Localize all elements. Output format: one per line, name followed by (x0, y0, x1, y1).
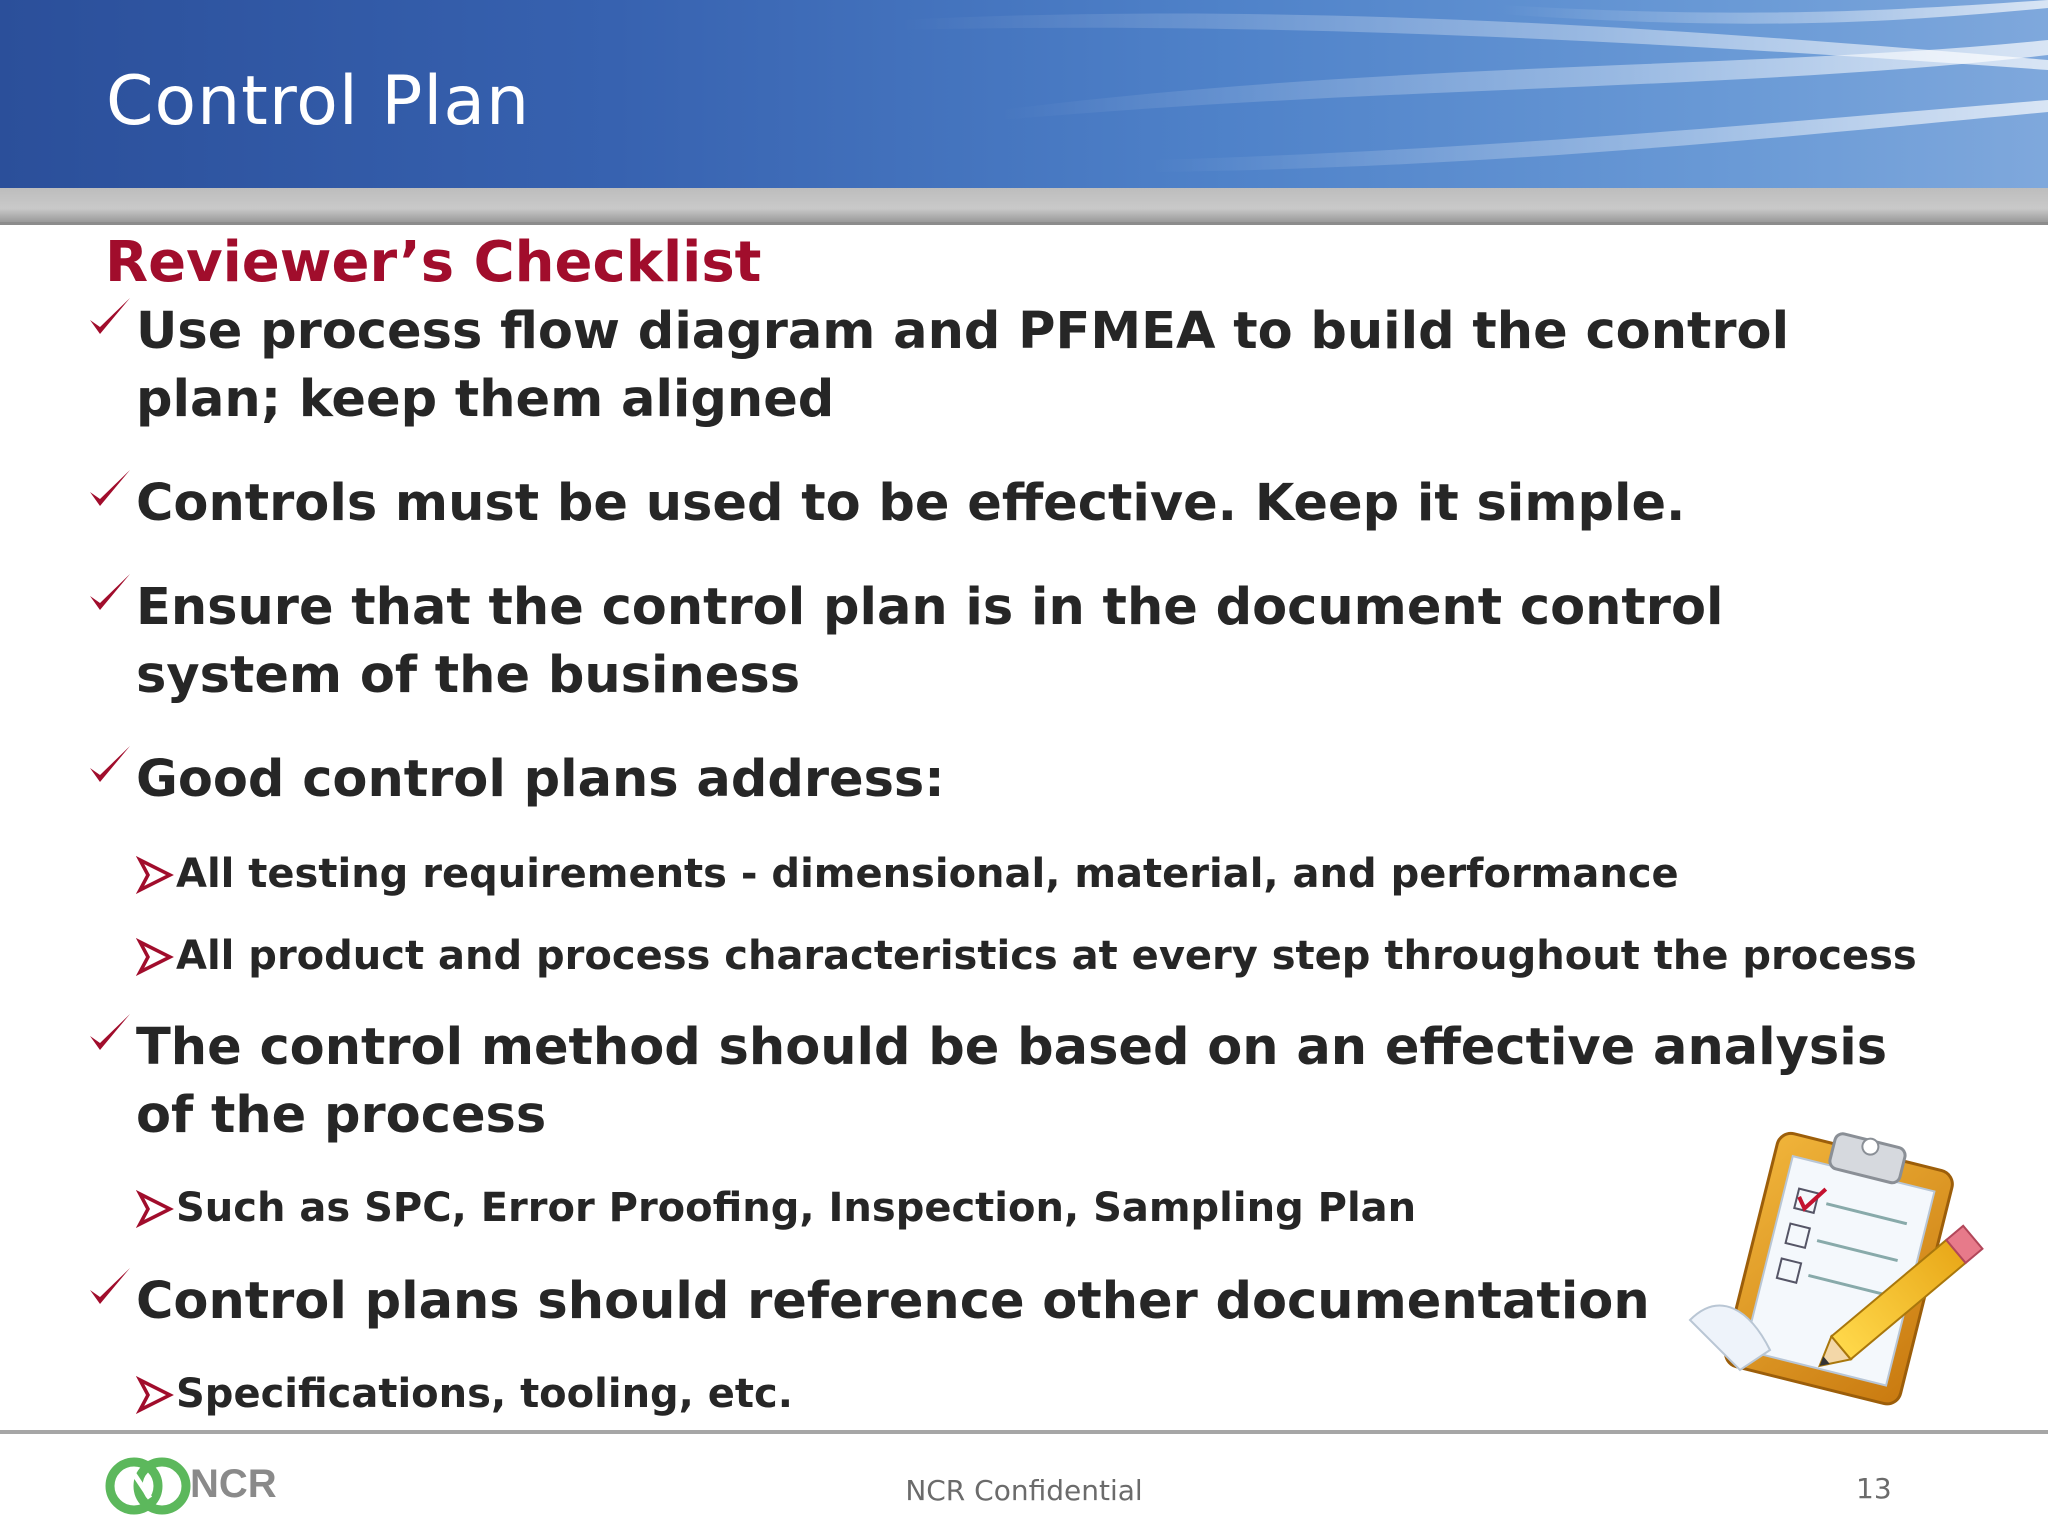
subbullet-text: Specifications, tooling, etc. (176, 1371, 793, 1417)
slide-subtitle: Reviewer’s Checklist (105, 230, 762, 295)
bullet-text: Ensure that the control plan is in the document control system of the business (136, 578, 1724, 705)
bullet-text: Controls must be used to be effective. Keep it simple. (136, 474, 1686, 533)
bullet-text: Good control plans address: (136, 750, 945, 809)
page-number: 13 (1856, 1472, 1892, 1505)
checkmark-icon (86, 1264, 136, 1314)
checkmark-icon (86, 570, 136, 620)
header-divider (0, 188, 2048, 222)
bullet-item (110, 470, 1980, 538)
arrowhead-icon (136, 1376, 174, 1414)
bullet-item (110, 746, 1980, 814)
footer-divider (0, 1430, 2048, 1434)
bullet-text: Control plans should reference other documentation (136, 1272, 1650, 1331)
header-band (0, 0, 2048, 188)
checkmark-icon (86, 742, 136, 792)
subbullet-item (176, 850, 2016, 898)
slide-title: Control Plan (106, 62, 531, 141)
arrowhead-icon (136, 938, 174, 976)
arrowhead-icon (136, 1190, 174, 1228)
subbullet-text: All testing requirements - dimensional, material, and performance (176, 851, 1679, 897)
bullet-item (110, 574, 1810, 710)
footer-confidential (0, 1474, 2048, 1507)
bullet-item (110, 298, 1860, 434)
checkmark-icon (86, 466, 136, 516)
subbullet-text: All product and process characteristics at every step throughout the process (176, 933, 1917, 979)
checkmark-icon (86, 294, 136, 344)
subbullet-text: Such as SPC, Error Proofing, Inspection, Sampling Plan (176, 1185, 1417, 1231)
checkmark-icon (86, 1010, 136, 1060)
subbullet-item (176, 932, 2016, 980)
ncr-logo-text: NCR (190, 1462, 277, 1506)
bullet-text: Use process flow diagram and PFMEA to build the control plan; keep them aligned (136, 302, 1790, 429)
clipboard-pencil-icon (1680, 1110, 2010, 1420)
header-divider-line (0, 222, 2048, 225)
bullet-item (110, 1014, 1910, 1150)
bullet-text: The control method should be based on an effective analysis of the process (136, 1018, 1888, 1145)
confidential-label: NCR Confidential (905, 1474, 1143, 1507)
arrowhead-icon (136, 856, 174, 894)
